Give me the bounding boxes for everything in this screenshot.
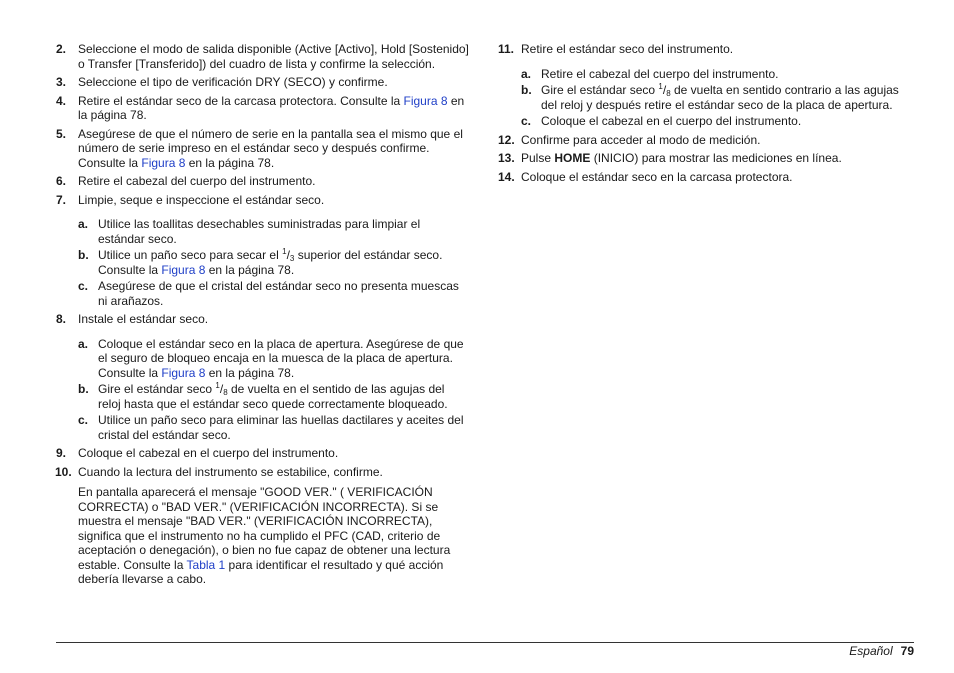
substep-text: Utilice un paño seco para eliminar las huellas dactilares y aceites del cristal del estándar seco. — [98, 413, 464, 442]
fraction: $^1/_8$ — [658, 82, 671, 98]
step-7a — [56, 217, 470, 246]
substep-text: Retire el cabezal del cuerpo del instrumento. — [541, 66, 779, 81]
substep-text: en la página 78. — [205, 365, 295, 380]
step-8 — [56, 312, 470, 327]
step-text: Cuando la lectura del instrumento se estabilice, confirme. — [78, 464, 383, 479]
step-9 — [56, 446, 470, 461]
substep-letter: a. — [78, 336, 89, 351]
step-text: Retire el estándar seco de la carcasa protectora. Consulte la — [78, 93, 404, 108]
step-8b — [56, 382, 470, 411]
step-number: 11. — [498, 42, 515, 56]
fraction-numerator: 1 — [658, 82, 663, 91]
step-3 — [56, 75, 470, 90]
fraction-numerator: 1 — [282, 247, 287, 256]
step-text: Pulse — [521, 151, 555, 165]
fraction-denominator: 3 — [289, 254, 295, 263]
step-4 — [56, 94, 470, 123]
substep-letter: b. — [521, 83, 532, 97]
paragraph-text: para identificar el resultado y qué acción debería llevarse a cabo. — [78, 557, 444, 586]
step-number: 3. — [56, 75, 67, 89]
substep-text: Gire el estándar seco — [541, 83, 659, 97]
substep-text: superior del estándar seco. Consulte la — [98, 248, 443, 277]
substep-text: Utilice las toallitas desechables suministradas para limpiar el estándar seco. — [98, 217, 421, 246]
tabla-1-link[interactable]: Tabla 1 — [186, 557, 226, 572]
step-11c — [499, 114, 905, 129]
right-column — [499, 42, 905, 188]
substep-letter: a. — [78, 217, 89, 231]
step-5 — [56, 127, 470, 171]
step-text: Retire el estándar seco del instrumento. — [521, 42, 734, 56]
substep-letter: c. — [521, 114, 532, 128]
substep-text: de vuelta en el sentido de las agujas del reloj hasta que el estándar seco quede correctamente bloqueado. — [98, 382, 448, 411]
step-7c — [56, 279, 470, 308]
step-number: 10. — [55, 464, 72, 479]
step-number: 5. — [56, 126, 67, 141]
step-number: 12. — [498, 132, 515, 147]
substep-text: Utilice un paño seco para secar el — [98, 248, 283, 262]
substep-text: en la página 78. — [205, 262, 295, 277]
step-text: Confirme para acceder al modo de medición. — [521, 132, 761, 147]
fraction: $^1/_8$ — [215, 381, 228, 397]
substep-letter: b. — [78, 382, 89, 396]
step-number: 14. — [498, 169, 515, 184]
step-number: 8. — [56, 312, 67, 326]
step-11a — [499, 67, 905, 82]
figure-8-link[interactable]: Figura 8 — [141, 155, 186, 170]
step-text: Limpie, seque e inspeccione el estándar seco. — [78, 192, 325, 207]
substep-letter: c. — [78, 279, 89, 293]
substep-text: Gire el estándar seco — [98, 382, 216, 396]
fraction-numerator: 1 — [215, 381, 220, 390]
substep-text: de vuelta en sentido contrario a las agujas del reloj y después retire el estándar seco de la placa de apertura. — [541, 83, 899, 112]
step-text: Retire el cabezal del cuerpo del instrumento. — [78, 174, 316, 188]
footer-divider — [56, 642, 914, 643]
step-8c — [56, 413, 470, 442]
footer-language: Español — [849, 644, 893, 658]
substep-text: Coloque el cabezal en el cuerpo del instrumento. — [541, 114, 802, 128]
step-text: en la página 78. — [185, 155, 275, 170]
step-text: Instale el estándar seco. — [78, 312, 209, 326]
step-10 — [56, 465, 470, 480]
fraction-denominator: 8 — [666, 89, 671, 98]
fraction-denominator: 8 — [223, 388, 228, 397]
step-11b — [499, 83, 905, 112]
step-6 — [56, 174, 470, 189]
page-footer — [849, 644, 914, 659]
step-number: 9. — [56, 446, 67, 460]
step-11 — [499, 42, 905, 57]
step-7 — [56, 193, 470, 208]
step-12 — [499, 133, 905, 148]
step-14 — [499, 170, 905, 185]
verification-result-paragraph — [56, 485, 470, 587]
step-13 — [499, 151, 905, 166]
step-number: 4. — [56, 93, 67, 108]
step-number: 13. — [498, 151, 515, 165]
figure-8-link[interactable]: Figura 8 — [161, 365, 206, 380]
figure-8-link[interactable]: Figura 8 — [403, 93, 448, 108]
step-2 — [56, 42, 470, 71]
substep-letter: c. — [78, 413, 89, 427]
step-text: Seleccione el modo de salida disponible (Active [Activo], Hold [Sostenido] o Transfer [Transferido]) del cuadro de lista y confirme la selección. — [78, 42, 469, 71]
step-text: Coloque el estándar seco en la carcasa protectora. — [521, 169, 793, 184]
substep-letter: b. — [78, 248, 89, 262]
paragraph-text: En pantalla aparecerá el mensaje "GOOD VER." ( VERIFICACIÓN CORRECTA) o "BAD VER." (VERIFICACIÓN INCORRECTA). Si se muestra el mensaje "BAD VER." (VERIFICACIÓN INCORRECTA), significa que el instrumento no ha cumplido el PFC (CAD, criterio de aceptación o denegación), o bien no fue capaz de obtener una lectura estable. Consulte la — [78, 485, 451, 572]
step-7b — [56, 248, 470, 277]
step-number: 6. — [56, 174, 67, 188]
step-number: 7. — [56, 192, 67, 207]
fraction: $^1/_3$ — [282, 247, 295, 263]
step-text: Seleccione el tipo de verificación DRY (SECO) y confirme. — [78, 75, 388, 89]
figure-8-link[interactable]: Figura 8 — [161, 262, 206, 277]
step-number: 2. — [56, 42, 67, 56]
substep-letter: a. — [521, 66, 532, 81]
step-text: Asegúrese de que el número de serie en la pantalla sea el mismo que el número de serie impreso en el estándar seco y después confirme. Consulte la — [78, 126, 463, 170]
step-text: en la página 78. — [78, 93, 465, 122]
substep-text: Coloque el estándar seco en la placa de apertura. Asegúrese de que el seguro de bloqueo encaja en la muesca de la placa de apertura. Consulte la — [98, 336, 464, 380]
substep-text: Asegúrese de que el cristal del estándar seco no presenta muescas ni arañazos. — [98, 279, 459, 308]
step-text: Coloque el cabezal en el cuerpo del instrumento. — [78, 446, 339, 460]
home-key-label: HOME — [554, 151, 591, 165]
step-text: (INICIO) para mostrar las mediciones en línea. — [590, 151, 842, 165]
page-number: 79 — [900, 644, 914, 658]
step-8a — [56, 337, 470, 381]
left-column — [56, 42, 470, 587]
